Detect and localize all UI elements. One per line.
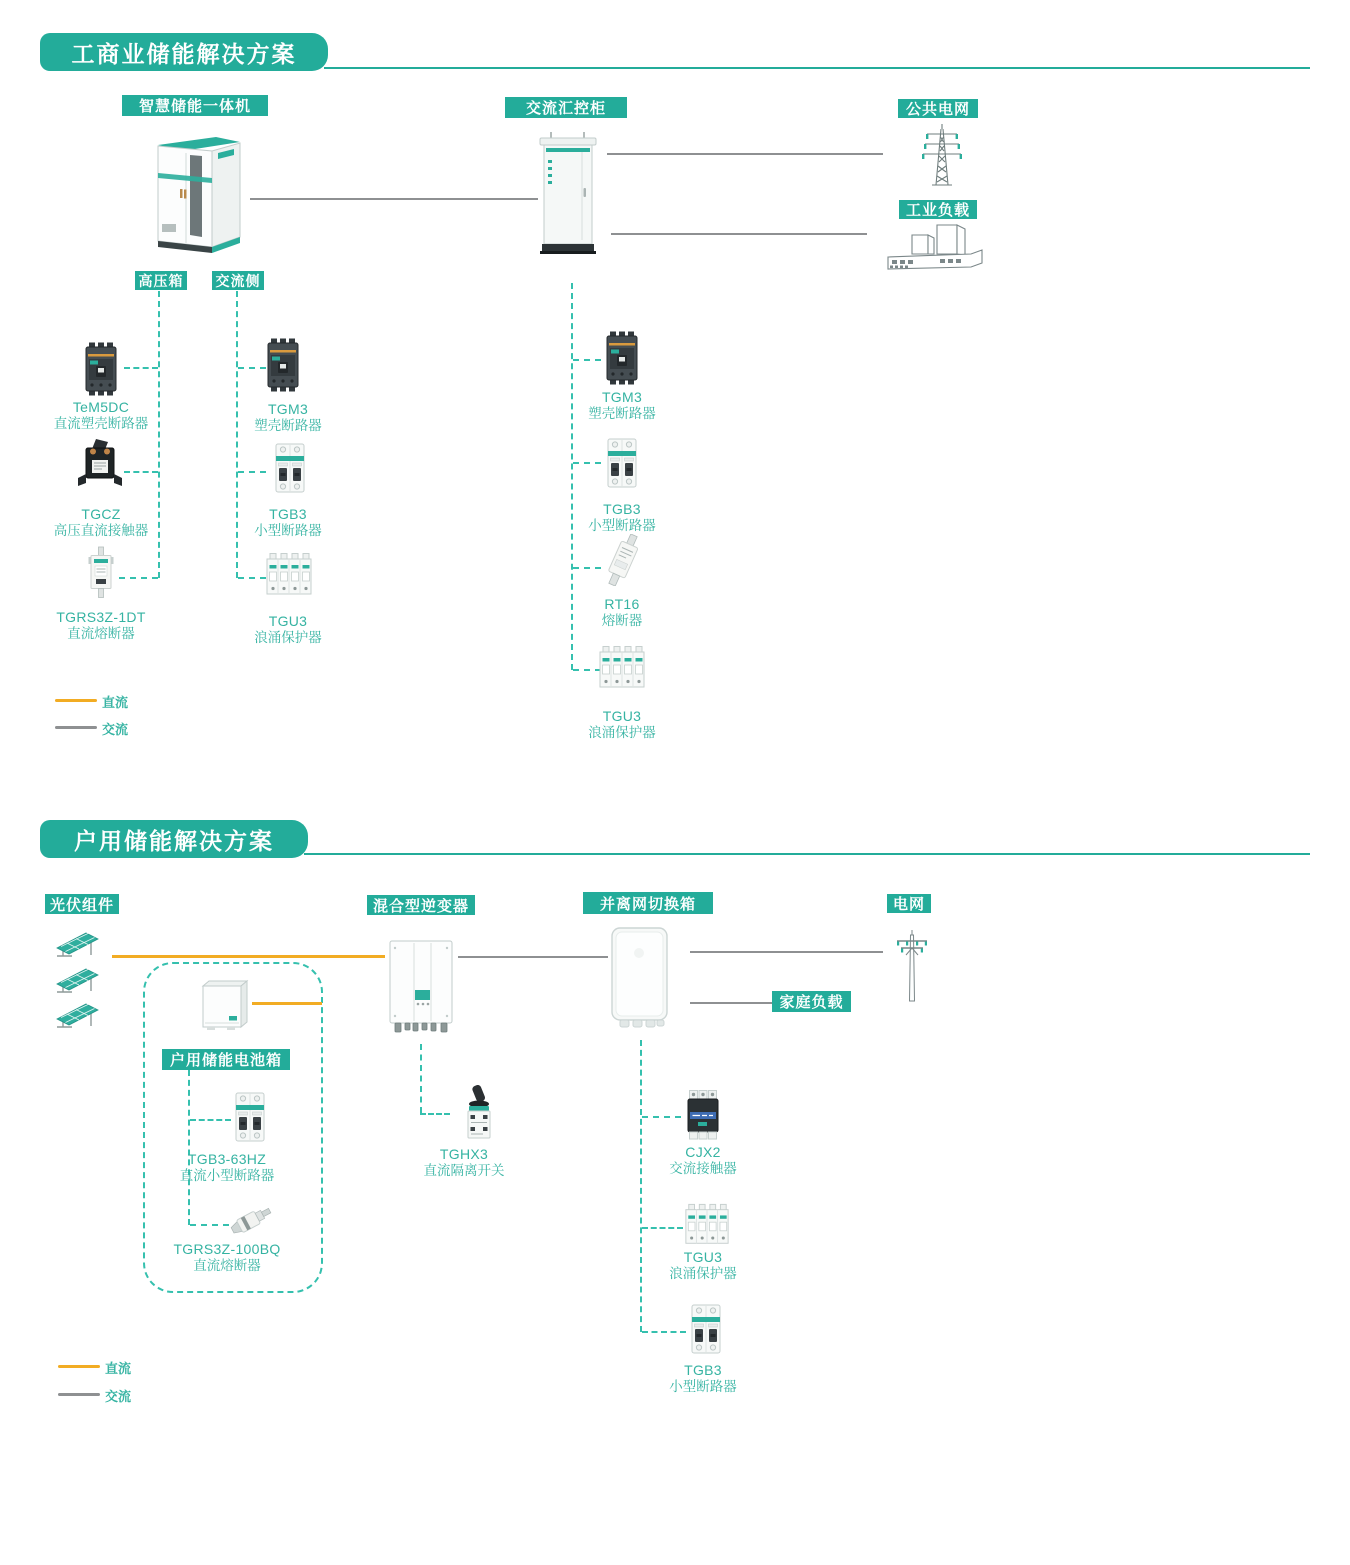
line-transfer-to-homeload bbox=[690, 1002, 772, 1004]
legend-ac-label: 交流 bbox=[105, 1389, 132, 1404]
product-name: TGU3 bbox=[602, 708, 642, 724]
dashed-line-transfer-box bbox=[640, 1040, 642, 1332]
product-desc: 直流熔断器 bbox=[193, 1258, 261, 1273]
product-label-tgb3-63hz bbox=[151, 1151, 303, 1184]
product-label-tgm3-combiner bbox=[554, 389, 690, 422]
line-ess-to-combiner bbox=[250, 198, 538, 200]
section2-header bbox=[40, 820, 308, 858]
node-label-hybrid-inverter bbox=[367, 895, 475, 915]
tgb3-63hz-breaker-icon bbox=[231, 1089, 269, 1145]
line-combiner-to-grid bbox=[607, 153, 883, 155]
product-desc: 塑壳断路器 bbox=[254, 418, 322, 433]
legend-dc-line bbox=[58, 1365, 100, 1368]
line-battery-stub bbox=[252, 1002, 322, 1005]
section1-header bbox=[40, 33, 328, 71]
product-desc: 小型断路器 bbox=[669, 1379, 737, 1394]
dashed-line-inverter bbox=[420, 1044, 422, 1113]
dash-branch bbox=[573, 567, 601, 569]
dash-branch bbox=[420, 1113, 450, 1115]
dash-branch bbox=[642, 1331, 686, 1333]
grid-label-text: 电网 bbox=[892, 896, 925, 913]
product-desc: 小型断路器 bbox=[588, 518, 656, 533]
rt16-fuse-icon bbox=[603, 534, 643, 586]
product-desc: 直流熔断器 bbox=[67, 626, 135, 641]
line-pv-to-inverter bbox=[112, 955, 385, 958]
product-label-tgrs3z-1dt bbox=[33, 609, 169, 642]
product-label-tgu3-acside bbox=[220, 613, 356, 646]
tgu3-spd-icon bbox=[683, 1202, 731, 1250]
node-label-pv-modules bbox=[45, 894, 119, 914]
tgb3-breaker-icon bbox=[271, 440, 309, 496]
product-desc: 浪涌保护器 bbox=[588, 725, 656, 740]
dash-branch bbox=[642, 1227, 683, 1229]
ess-unit-label-text: 智慧储能一体机 bbox=[138, 98, 251, 115]
line-inverter-to-transfer bbox=[458, 956, 608, 958]
product-label-tgb3-acside bbox=[220, 506, 356, 539]
line-transfer-to-grid bbox=[690, 951, 883, 953]
tgm3-breaker-icon bbox=[601, 330, 643, 386]
legend-ac-label: 交流 bbox=[102, 722, 129, 737]
legend-ac-line bbox=[55, 726, 97, 729]
utility-pole-icon bbox=[894, 927, 930, 1005]
product-label-tgu3-combiner bbox=[554, 708, 690, 741]
product-name: TGB3 bbox=[269, 506, 307, 522]
product-name: CJX2 bbox=[685, 1144, 721, 1160]
product-name: TGU3 bbox=[268, 613, 308, 629]
product-label-tgu3-transfer bbox=[635, 1249, 771, 1282]
energy-storage-cabinet-illustration bbox=[150, 129, 246, 255]
product-desc: 小型断路器 bbox=[254, 523, 322, 538]
battery-box-label-text: 户用储能电池箱 bbox=[169, 1052, 282, 1069]
product-name: TGRS3Z-100BQ bbox=[173, 1241, 281, 1257]
dash-branch bbox=[124, 367, 158, 369]
transfer-box-illustration bbox=[608, 925, 671, 1031]
factory-icon bbox=[885, 221, 985, 273]
node-label-ess-unit bbox=[122, 95, 268, 116]
product-name: TGB3 bbox=[603, 501, 641, 517]
node-label-ac-side bbox=[212, 271, 264, 290]
node-label-home-load bbox=[772, 991, 851, 1012]
product-desc: 直流小型断路器 bbox=[179, 1168, 275, 1183]
node-label-battery-box bbox=[162, 1049, 290, 1070]
hybrid-inverter-label-text: 混合型逆变器 bbox=[372, 897, 469, 915]
product-label-tgb3-combiner bbox=[554, 501, 690, 534]
tgm3-breaker-icon bbox=[262, 337, 304, 393]
node-label-ac-combiner bbox=[505, 97, 627, 118]
product-name: TGM3 bbox=[601, 389, 643, 405]
tgcz-contactor-icon bbox=[75, 439, 125, 491]
dash-branch bbox=[190, 1224, 229, 1226]
dash-branch bbox=[573, 462, 601, 464]
tgrs3z-1dt-fuse-icon bbox=[83, 546, 119, 598]
transmission-tower-icon bbox=[920, 120, 964, 190]
dash-branch bbox=[238, 577, 266, 579]
dash-branch bbox=[190, 1119, 231, 1121]
ac-combiner-cabinet-illustration bbox=[537, 130, 599, 258]
dash-branch bbox=[124, 471, 158, 473]
dashed-line-battery-box bbox=[188, 1070, 190, 1225]
product-label-rt16 bbox=[554, 596, 690, 629]
dash-branch bbox=[642, 1116, 681, 1118]
tghx3-isolator-icon bbox=[461, 1085, 497, 1143]
product-name: TeM5DC bbox=[72, 399, 130, 415]
dash-branch bbox=[238, 471, 266, 473]
node-label-grid bbox=[887, 894, 931, 913]
product-label-tghx3 bbox=[398, 1146, 530, 1179]
product-desc: 交流接触器 bbox=[669, 1161, 737, 1176]
industrial-load-label-text: 工业负载 bbox=[905, 202, 970, 219]
solar-panel-icon bbox=[52, 999, 102, 1029]
cjx2-contactor-icon bbox=[683, 1089, 723, 1141]
home-load-label-text: 家庭负载 bbox=[779, 994, 844, 1011]
node-label-hv-box bbox=[135, 271, 187, 290]
product-name: TGU3 bbox=[683, 1249, 723, 1265]
product-label-tem5dc bbox=[33, 399, 169, 432]
node-label-transfer-box bbox=[583, 892, 713, 914]
product-name: TGCZ bbox=[81, 506, 121, 522]
hv-box-label-text: 高压箱 bbox=[138, 272, 184, 289]
product-desc: 熔断器 bbox=[601, 613, 643, 628]
product-name: TGHX3 bbox=[439, 1146, 489, 1162]
product-desc: 直流塑壳断路器 bbox=[53, 416, 149, 431]
tgb3-breaker-icon bbox=[603, 435, 641, 491]
tgrs3z-100bq-fuse-icon bbox=[228, 1200, 276, 1240]
product-name: RT16 bbox=[604, 596, 640, 612]
tgb3-breaker-icon bbox=[687, 1300, 725, 1358]
battery-cabinet-illustration bbox=[195, 978, 251, 1034]
ac-combiner-label-text: 交流汇控柜 bbox=[525, 100, 606, 117]
product-label-tgcz bbox=[33, 506, 169, 539]
dash-branch bbox=[573, 359, 601, 361]
section1-title: 工商业储能解决方案 bbox=[71, 40, 297, 67]
transfer-box-label-text: 并离网切换箱 bbox=[599, 895, 696, 913]
ac-side-label-text: 交流侧 bbox=[215, 272, 261, 289]
public-grid-label-text: 公共电网 bbox=[905, 101, 970, 118]
product-name: TGB3 bbox=[684, 1362, 722, 1378]
tgu3-spd-icon bbox=[597, 644, 647, 694]
legend-ac-line bbox=[58, 1393, 100, 1396]
tem5dc-breaker-icon bbox=[80, 341, 122, 397]
legend-dc-label: 直流 bbox=[105, 1361, 132, 1376]
product-desc: 塑壳断路器 bbox=[588, 406, 656, 421]
product-name: TGM3 bbox=[267, 401, 309, 417]
tgu3-spd-icon bbox=[264, 551, 314, 601]
solar-panel-icon bbox=[52, 964, 102, 994]
product-label-tgb3-transfer bbox=[635, 1362, 771, 1395]
legend-dc-line bbox=[55, 699, 97, 702]
product-desc: 浪涌保护器 bbox=[254, 630, 322, 645]
product-desc: 直流隔离开关 bbox=[423, 1163, 505, 1178]
section2-title: 户用储能解决方案 bbox=[74, 827, 274, 854]
inverter-illustration bbox=[385, 938, 457, 1034]
product-label-cjx2 bbox=[635, 1144, 771, 1177]
product-name: TGB3-63HZ bbox=[187, 1151, 267, 1167]
product-name: TGRS3Z-1DT bbox=[56, 609, 146, 625]
pv-modules-label-text: 光伏组件 bbox=[49, 896, 114, 914]
product-label-tgm3-acside bbox=[220, 401, 356, 434]
line-combiner-to-load bbox=[611, 233, 867, 235]
section2-header-rule bbox=[304, 853, 1310, 855]
node-label-industrial-load bbox=[899, 200, 977, 219]
node-label-public-grid bbox=[898, 99, 978, 118]
solar-panel-icon bbox=[52, 928, 102, 958]
section1-header-rule bbox=[324, 67, 1310, 69]
dash-branch bbox=[119, 577, 158, 579]
legend-dc-label: 直流 bbox=[102, 695, 129, 710]
product-desc: 高压直流接触器 bbox=[53, 523, 149, 538]
product-label-tgrs3z-100bq bbox=[151, 1241, 303, 1274]
product-desc: 浪涌保护器 bbox=[669, 1266, 737, 1281]
